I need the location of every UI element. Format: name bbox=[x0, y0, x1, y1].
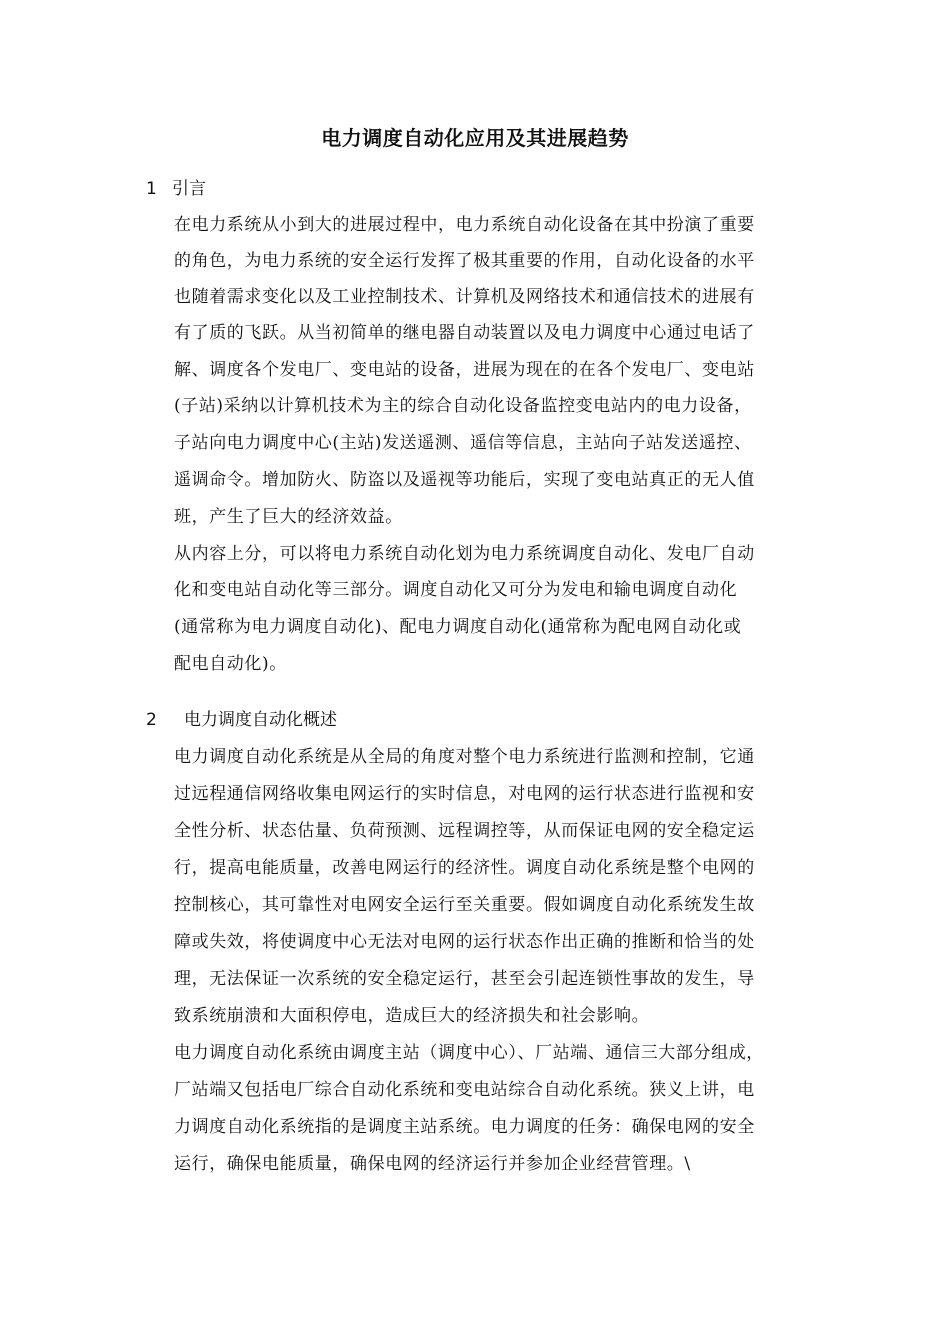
paragraph-line: 化和变电站自动化等三部分。调度自动化又可分为发电和输电调度自动化 bbox=[174, 580, 738, 600]
paragraph-line: 也随着需求变化以及工业控制技术、计算机及网络技术和通信技术的进展有 bbox=[174, 287, 755, 307]
paragraph-line: 有了质的飞跃。从当初简单的继电器自动装置以及电力调度中心通过电话了 bbox=[174, 323, 755, 343]
section-heading-2 bbox=[146, 705, 337, 730]
paragraph-line: 力调度自动化系统指的是调度主站系统。电力调度的任务：确保电网的安全 bbox=[174, 1117, 755, 1137]
paragraph-line: 从内容上分，可以将电力系统自动化划为电力系统调度自动化、发电厂自动 bbox=[174, 544, 755, 564]
paragraph-line: 配电自动化)。 bbox=[174, 654, 287, 674]
paragraph-line: 在电力系统从小到大的进展过程中，电力系统自动化设备在其中扮演了重要 bbox=[174, 215, 755, 235]
section-heading-1 bbox=[146, 174, 206, 199]
paragraph-line: 的角色，为电力系统的安全运行发挥了极其重要的作用，自动化设备的水平 bbox=[174, 251, 755, 271]
section-number: 1 bbox=[146, 179, 157, 199]
paragraph-line: 遥调命令。增加防火、防盗以及遥视等功能后，实现了变电站真正的无人值 bbox=[174, 470, 755, 490]
paragraph-line: 厂站端又包括电厂综合自动化系统和变电站综合自动化系统。狭义上讲，电 bbox=[174, 1080, 755, 1100]
paragraph-line: (子站)采纳以计算机技术为主的综合自动化设备监控变电站内的电力设备， bbox=[174, 396, 752, 416]
paragraph-line: 过远程通信网络收集电网运行的实时信息，对电网的运行状态进行监视和安 bbox=[174, 784, 755, 804]
paragraph-line: 致系统崩溃和大面积停电，造成巨大的经济损失和社会影响。 bbox=[174, 1006, 650, 1026]
paragraph-line: 运行，确保电能质量，确保电网的经济运行并参加企业经营管理。\ bbox=[174, 1154, 691, 1174]
paragraph-line: 电力调度自动化系统由调度主站（调度中心）、厂站端、通信三大部分组成， bbox=[174, 1043, 764, 1063]
paragraph-line: 行，提高电能质量，改善电网运行的经济性。调度自动化系统是整个电网的 bbox=[174, 858, 755, 878]
paragraph-line: 解、调度各个发电厂、变电站的设备，进展为现在的在各个发电厂、变电站 bbox=[174, 360, 755, 380]
paragraph-line: (通常称为电力调度自动化)、配电力调度自动化(通常称为配电网自动化或 bbox=[174, 617, 742, 637]
paragraph-line: 理，无法保证一次系统的安全稳定运行，甚至会引起连锁性事故的发生，导 bbox=[174, 969, 755, 989]
section-number: 2 bbox=[146, 710, 157, 730]
paragraph-line: 障或失效，将使调度中心无法对电网的运行状态作出正确的推断和恰当的处 bbox=[174, 932, 755, 952]
paragraph-line: 班，产生了巨大的经济效益。 bbox=[174, 507, 403, 527]
paragraph-line: 电力调度自动化系统是从全局的角度对整个电力系统进行监测和控制，它通 bbox=[174, 747, 755, 767]
section-title: 引言 bbox=[172, 179, 206, 199]
section-title: 电力调度自动化概述 bbox=[184, 710, 337, 730]
paragraph-line: 全性分析、状态估量、负荷预测、远程调控等，从而保证电网的安全稳定运 bbox=[174, 821, 755, 841]
paragraph-line: 子站向电力调度中心(主站)发送遥测、遥信等信息，主站向子站发送遥控、 bbox=[174, 433, 752, 453]
paragraph-line: 控制核心，其可靠性对电网安全运行至关重要。假如调度自动化系统发生故 bbox=[174, 895, 755, 915]
document-title: 电力调度自动化应用及其进展趋势 bbox=[321, 126, 629, 150]
